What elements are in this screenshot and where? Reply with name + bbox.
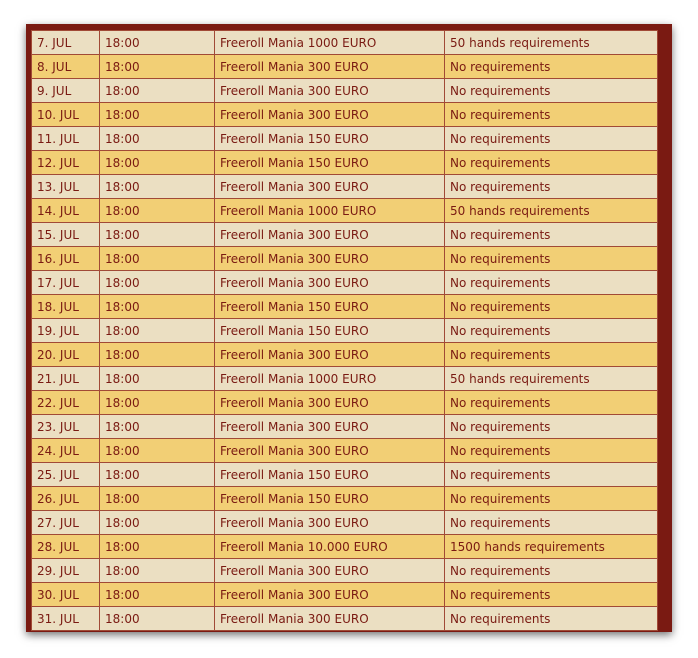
- requirements-cell: No requirements: [445, 247, 658, 271]
- date-cell: 7. JUL: [32, 31, 100, 55]
- date-cell: 22. JUL: [32, 391, 100, 415]
- requirements-cell: 50 hands requirements: [445, 199, 658, 223]
- table-row: [32, 367, 658, 391]
- time-cell: 18:00: [100, 55, 215, 79]
- requirements-cell: No requirements: [445, 439, 658, 463]
- requirements-cell: No requirements: [445, 559, 658, 583]
- tournament-name-cell: Freeroll Mania 300 EURO: [215, 247, 445, 271]
- date-cell: 9. JUL: [32, 79, 100, 103]
- table-row: [32, 247, 658, 271]
- tournament-name-cell: Freeroll Mania 300 EURO: [215, 583, 445, 607]
- tournament-name-cell: Freeroll Mania 300 EURO: [215, 391, 445, 415]
- table-row: [32, 391, 658, 415]
- time-cell: 18:00: [100, 295, 215, 319]
- time-cell: 18:00: [100, 583, 215, 607]
- table-row: [32, 31, 658, 55]
- time-cell: 18:00: [100, 343, 215, 367]
- time-cell: 18:00: [100, 31, 215, 55]
- tournament-name-cell: Freeroll Mania 150 EURO: [215, 295, 445, 319]
- date-cell: 13. JUL: [32, 175, 100, 199]
- requirements-cell: No requirements: [445, 343, 658, 367]
- requirements-cell: No requirements: [445, 175, 658, 199]
- date-cell: 27. JUL: [32, 511, 100, 535]
- time-cell: 18:00: [100, 247, 215, 271]
- date-cell: 28. JUL: [32, 535, 100, 559]
- requirements-cell: No requirements: [445, 415, 658, 439]
- date-cell: 15. JUL: [32, 223, 100, 247]
- requirements-cell: No requirements: [445, 463, 658, 487]
- tournament-name-cell: Freeroll Mania 10.000 EURO: [215, 535, 445, 559]
- tournament-name-cell: Freeroll Mania 300 EURO: [215, 79, 445, 103]
- requirements-cell: No requirements: [445, 319, 658, 343]
- time-cell: 18:00: [100, 127, 215, 151]
- tournament-name-cell: Freeroll Mania 300 EURO: [215, 559, 445, 583]
- requirements-cell: No requirements: [445, 127, 658, 151]
- tournament-name-cell: Freeroll Mania 150 EURO: [215, 487, 445, 511]
- time-cell: 18:00: [100, 79, 215, 103]
- requirements-cell: No requirements: [445, 271, 658, 295]
- time-cell: 18:00: [100, 463, 215, 487]
- tournament-name-cell: Freeroll Mania 300 EURO: [215, 271, 445, 295]
- table-row: [32, 439, 658, 463]
- date-cell: 30. JUL: [32, 583, 100, 607]
- requirements-cell: No requirements: [445, 391, 658, 415]
- time-cell: 18:00: [100, 415, 215, 439]
- time-cell: 18:00: [100, 511, 215, 535]
- tournament-name-cell: Freeroll Mania 1000 EURO: [215, 31, 445, 55]
- table-row: [32, 559, 658, 583]
- date-cell: 29. JUL: [32, 559, 100, 583]
- tournament-name-cell: Freeroll Mania 300 EURO: [215, 607, 445, 631]
- tournament-name-cell: Freeroll Mania 300 EURO: [215, 415, 445, 439]
- table-row: [32, 511, 658, 535]
- table-row: [32, 151, 658, 175]
- requirements-cell: 1500 hands requirements: [445, 535, 658, 559]
- table-row: [32, 343, 658, 367]
- requirements-cell: 50 hands requirements: [445, 31, 658, 55]
- time-cell: 18:00: [100, 559, 215, 583]
- time-cell: 18:00: [100, 319, 215, 343]
- date-cell: 26. JUL: [32, 487, 100, 511]
- date-cell: 16. JUL: [32, 247, 100, 271]
- table-row: [32, 79, 658, 103]
- requirements-cell: No requirements: [445, 511, 658, 535]
- date-cell: 17. JUL: [32, 271, 100, 295]
- requirements-cell: No requirements: [445, 295, 658, 319]
- date-cell: 20. JUL: [32, 343, 100, 367]
- date-cell: 25. JUL: [32, 463, 100, 487]
- tournament-name-cell: Freeroll Mania 300 EURO: [215, 511, 445, 535]
- tournament-name-cell: Freeroll Mania 300 EURO: [215, 55, 445, 79]
- requirements-cell: No requirements: [445, 79, 658, 103]
- date-cell: 14. JUL: [32, 199, 100, 223]
- time-cell: 18:00: [100, 223, 215, 247]
- date-cell: 24. JUL: [32, 439, 100, 463]
- tournament-name-cell: Freeroll Mania 300 EURO: [215, 439, 445, 463]
- date-cell: 18. JUL: [32, 295, 100, 319]
- requirements-cell: No requirements: [445, 607, 658, 631]
- tournament-name-cell: Freeroll Mania 300 EURO: [215, 175, 445, 199]
- time-cell: 18:00: [100, 271, 215, 295]
- tournament-name-cell: Freeroll Mania 300 EURO: [215, 343, 445, 367]
- table-row: [32, 175, 658, 199]
- time-cell: 18:00: [100, 439, 215, 463]
- date-cell: 10. JUL: [32, 103, 100, 127]
- table-row: [32, 271, 658, 295]
- table-row: [32, 55, 658, 79]
- tournament-name-cell: Freeroll Mania 300 EURO: [215, 103, 445, 127]
- tournament-name-cell: Freeroll Mania 150 EURO: [215, 463, 445, 487]
- table-row: [32, 463, 658, 487]
- requirements-cell: 50 hands requirements: [445, 367, 658, 391]
- date-cell: 23. JUL: [32, 415, 100, 439]
- date-cell: 19. JUL: [32, 319, 100, 343]
- requirements-cell: No requirements: [445, 151, 658, 175]
- time-cell: 18:00: [100, 103, 215, 127]
- time-cell: 18:00: [100, 199, 215, 223]
- table-row: [32, 199, 658, 223]
- table-row: [32, 295, 658, 319]
- tournament-name-cell: Freeroll Mania 150 EURO: [215, 319, 445, 343]
- tournament-name-cell: Freeroll Mania 1000 EURO: [215, 367, 445, 391]
- requirements-cell: No requirements: [445, 583, 658, 607]
- table-row: [32, 127, 658, 151]
- date-cell: 8. JUL: [32, 55, 100, 79]
- freeroll-schedule-table: [31, 30, 658, 631]
- time-cell: 18:00: [100, 367, 215, 391]
- tournament-name-cell: Freeroll Mania 150 EURO: [215, 151, 445, 175]
- table-row: [32, 319, 658, 343]
- requirements-cell: No requirements: [445, 103, 658, 127]
- table-row: [32, 607, 658, 631]
- date-cell: 12. JUL: [32, 151, 100, 175]
- tournament-name-cell: Freeroll Mania 1000 EURO: [215, 199, 445, 223]
- date-cell: 21. JUL: [32, 367, 100, 391]
- date-cell: 11. JUL: [32, 127, 100, 151]
- time-cell: 18:00: [100, 175, 215, 199]
- time-cell: 18:00: [100, 151, 215, 175]
- time-cell: 18:00: [100, 535, 215, 559]
- tournament-name-cell: Freeroll Mania 150 EURO: [215, 127, 445, 151]
- requirements-cell: No requirements: [445, 487, 658, 511]
- date-cell: 31. JUL: [32, 607, 100, 631]
- table-row: [32, 223, 658, 247]
- table-row: [32, 583, 658, 607]
- schedule-frame: [26, 24, 672, 632]
- table-row: [32, 103, 658, 127]
- table-row: [32, 487, 658, 511]
- requirements-cell: No requirements: [445, 223, 658, 247]
- table-row: [32, 535, 658, 559]
- table-row: [32, 415, 658, 439]
- tournament-name-cell: Freeroll Mania 300 EURO: [215, 223, 445, 247]
- time-cell: 18:00: [100, 391, 215, 415]
- requirements-cell: No requirements: [445, 55, 658, 79]
- time-cell: 18:00: [100, 487, 215, 511]
- time-cell: 18:00: [100, 607, 215, 631]
